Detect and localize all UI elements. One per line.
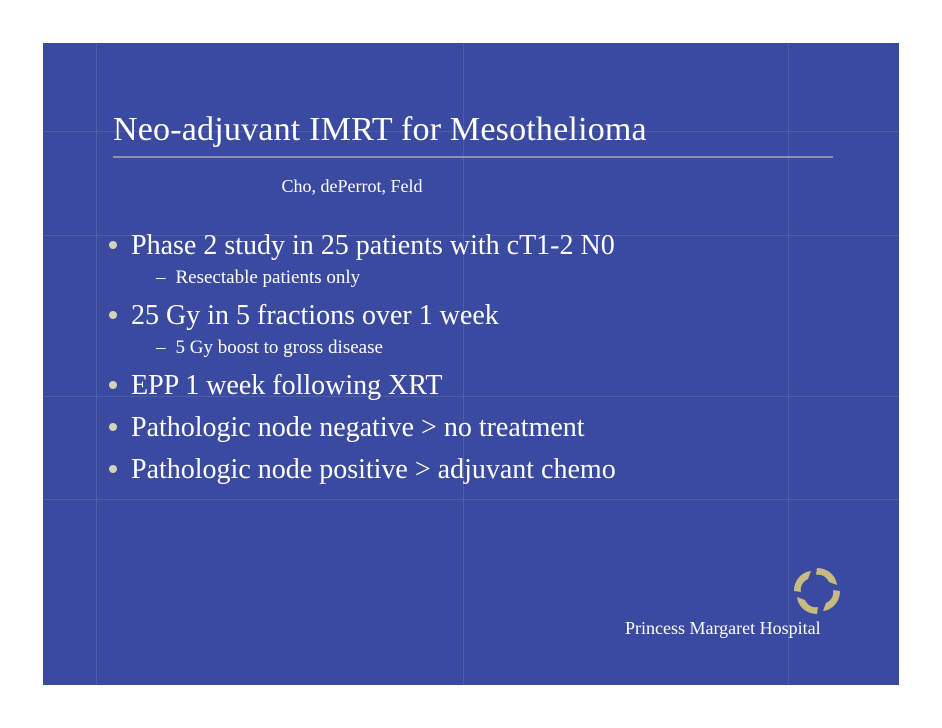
bullet-list — [109, 225, 616, 491]
bullet-text: EPP 1 week following XRT — [131, 370, 443, 401]
bullet-icon — [109, 465, 117, 473]
bullet-text: Phase 2 study in 25 patients with cT1-2 N0 — [131, 230, 615, 261]
bullet-text: Pathologic node positive > adjuvant chemo — [131, 454, 616, 485]
sub-bullet-text: Resectable patients only — [175, 267, 361, 288]
title-divider — [113, 156, 833, 158]
bullet-icon — [109, 311, 117, 319]
slide — [43, 43, 899, 685]
dash-icon: – — [156, 267, 166, 288]
bullet-text: Pathologic node negative > no treatment — [131, 412, 585, 443]
sub-bullet-item — [109, 337, 616, 365]
bullet-item — [109, 407, 616, 449]
hospital-name: Princess Margaret Hospital — [625, 618, 821, 638]
bullet-icon — [109, 241, 117, 249]
slide-title: Neo-adjuvant IMRT for Mesothelioma — [113, 111, 647, 148]
grid-line — [43, 499, 899, 500]
sub-bullet-text: 5 Gy boost to gross disease — [175, 337, 383, 358]
dash-icon: – — [156, 337, 166, 358]
grid-line — [96, 43, 97, 685]
princess-margaret-logo-icon — [791, 565, 843, 617]
bullet-icon — [109, 423, 117, 431]
bullet-item — [109, 225, 616, 267]
grid-line — [788, 43, 789, 685]
bullet-item — [109, 365, 616, 407]
bullet-text: 25 Gy in 5 fractions over 1 week — [131, 300, 499, 331]
slide-authors: Cho, dePerrot, Feld — [281, 176, 423, 196]
bullet-icon — [109, 381, 117, 389]
bullet-item — [109, 449, 616, 491]
bullet-item — [109, 295, 616, 337]
sub-bullet-item — [109, 267, 616, 295]
